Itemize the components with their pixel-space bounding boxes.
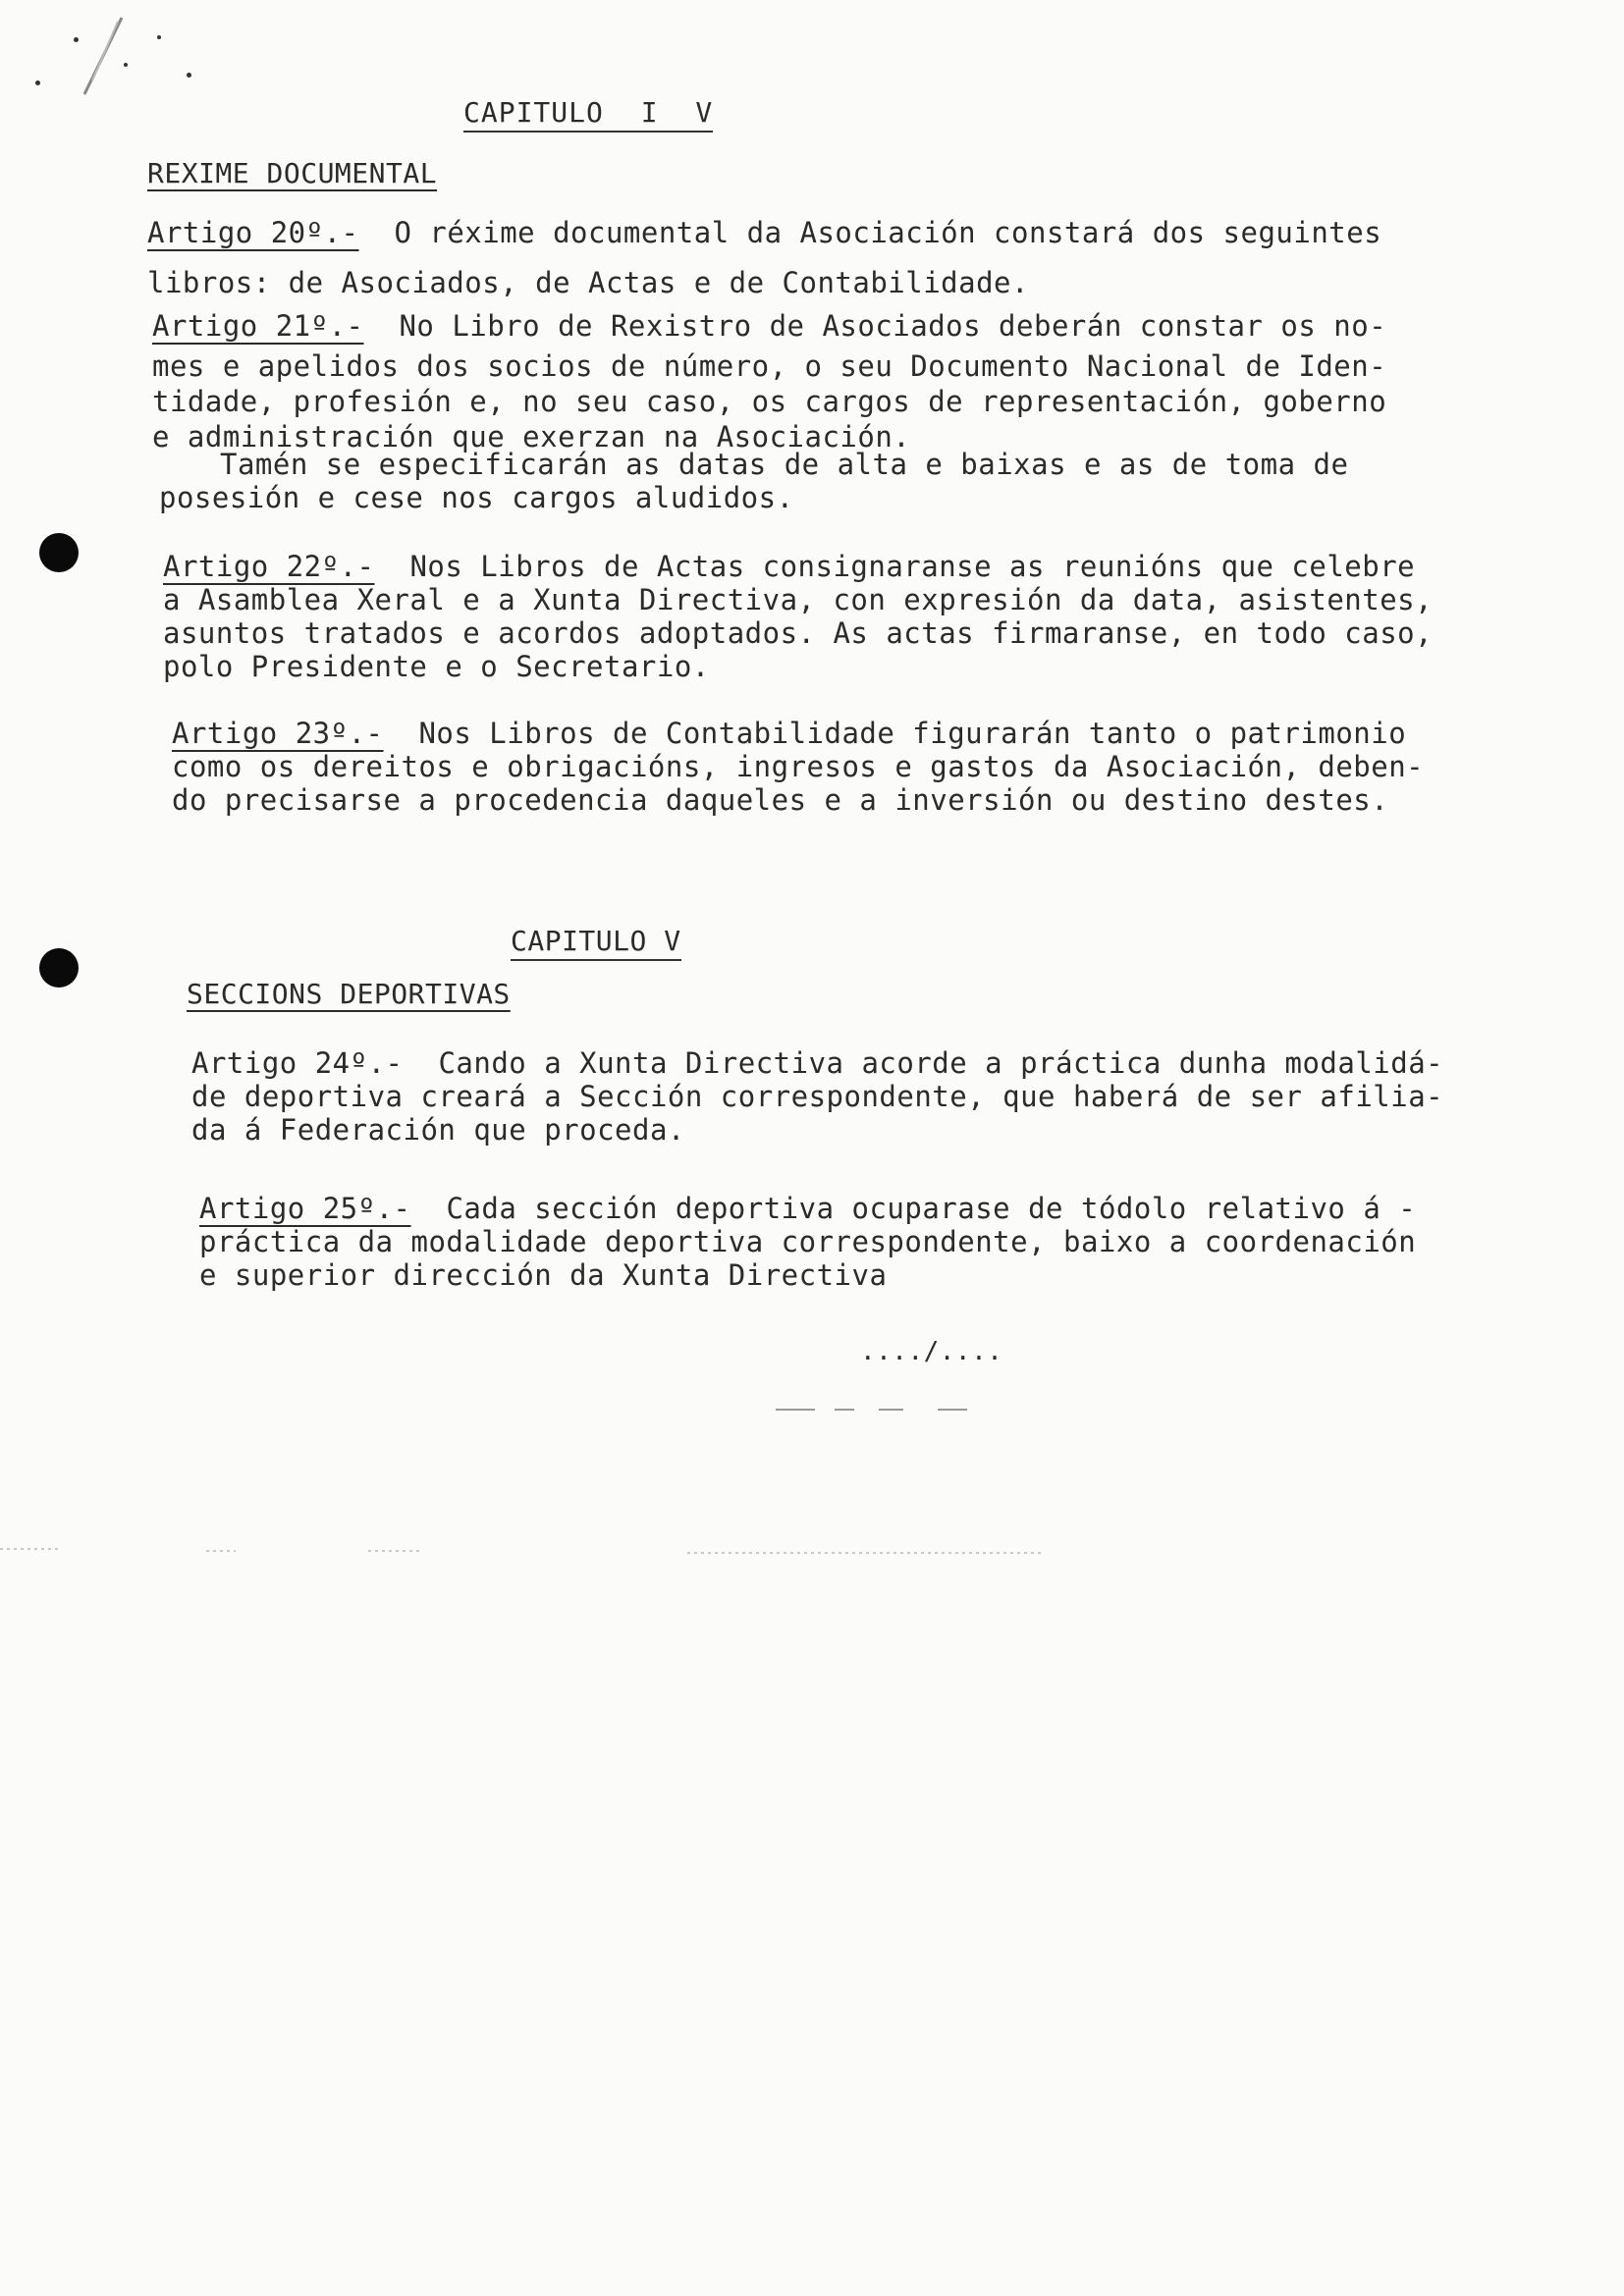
- article-22-line-4: polo Presidente e o Secretario.: [163, 650, 710, 683]
- article-23: [172, 717, 1424, 817]
- article-23-label: Artigo 23º.-: [172, 717, 384, 750]
- article-21-line-6: posesión e cese nos cargos aludidos.: [159, 481, 794, 514]
- article-21-line-5: Tamén se especificarán as datas de alta e baixas e as de toma de: [220, 448, 1349, 481]
- section-title-seccions: SECCIONS DEPORTIVAS: [187, 978, 511, 1010]
- article-22-label: Artigo 22º.-: [163, 550, 375, 583]
- article-23-line-2: como os dereitos e obrigacións, ingresos e gastos da Asociación, deben-: [172, 750, 1425, 783]
- article-20: [147, 208, 1381, 308]
- article-21-line-1: No Libro de Rexistro de Asociados deberán constar os no-: [399, 309, 1387, 343]
- scan-noise-bottom: [0, 1394, 1624, 1571]
- article-23-line-1: Nos Libros de Contabilidade figurarán tanto o patrimonio: [418, 717, 1407, 750]
- article-24-line-1: Cando a Xunta Directiva acorde a práctica dunha modalidá-: [438, 1046, 1444, 1080]
- article-23-line-3: do precisarse a procedencia daqueles e a inversión ou destino destes.: [172, 783, 1389, 817]
- article-21: [152, 304, 1386, 454]
- article-20-label: Artigo 20º.-: [147, 216, 359, 249]
- article-22-line-1: Nos Libros de Actas consignaranse as reunións que celebre: [409, 550, 1416, 583]
- article-21-line-3: tidade, profesión e, no seu caso, os cargos de representación, goberno: [152, 385, 1387, 418]
- article-21-para-2: [159, 448, 1348, 514]
- article-24-label: Artigo 24º.-: [191, 1046, 404, 1080]
- article-24: [191, 1046, 1443, 1147]
- article-25: [199, 1192, 1416, 1292]
- article-24-line-3: da á Federación que proceda.: [191, 1113, 685, 1147]
- article-21-line-2: mes e apelidos dos socios de número, o seu Documento Nacional de Iden-: [152, 349, 1387, 383]
- continuation-mark: ..../....: [860, 1337, 1003, 1366]
- article-20-line-2: libros: de Asociados, de Actas e de Contabilidade.: [147, 266, 1029, 299]
- article-22: [163, 550, 1433, 683]
- article-21-label: Artigo 21º.-: [152, 309, 364, 343]
- article-20-line-1: O réxime documental da Asociación constará dos seguintes: [394, 216, 1382, 249]
- article-25-line-3: e superior dirección da Xunta Directiva: [199, 1258, 888, 1292]
- chapter-5-title: CAPITULO V: [511, 925, 681, 961]
- chapter-4-title: CAPITULO I V: [463, 96, 713, 133]
- punch-hole-bottom: [39, 948, 79, 988]
- article-24-line-2: de deportiva creará a Sección correspondente, que haberá de ser afilia-: [191, 1080, 1444, 1113]
- article-25-label: Artigo 25º.-: [199, 1192, 411, 1225]
- article-25-line-2: práctica da modalidade deportiva correspondente, baixo a coordenación: [199, 1225, 1417, 1258]
- article-25-line-1: Cada sección deportiva ocuparase de tódolo relativo á -: [446, 1192, 1417, 1225]
- article-22-line-3: asuntos tratados e acordos adoptados. As actas firmaranse, en todo caso,: [163, 616, 1434, 650]
- article-21-line-4: e administración que exerzan na Asociación.: [152, 420, 911, 454]
- section-title-rexime: REXIME DOCUMENTAL: [147, 157, 438, 189]
- article-22-line-2: a Asamblea Xeral e a Xunta Directiva, con expresión da data, asistentes,: [163, 583, 1434, 616]
- punch-hole-top: [39, 533, 79, 572]
- scan-mark: [79, 12, 157, 100]
